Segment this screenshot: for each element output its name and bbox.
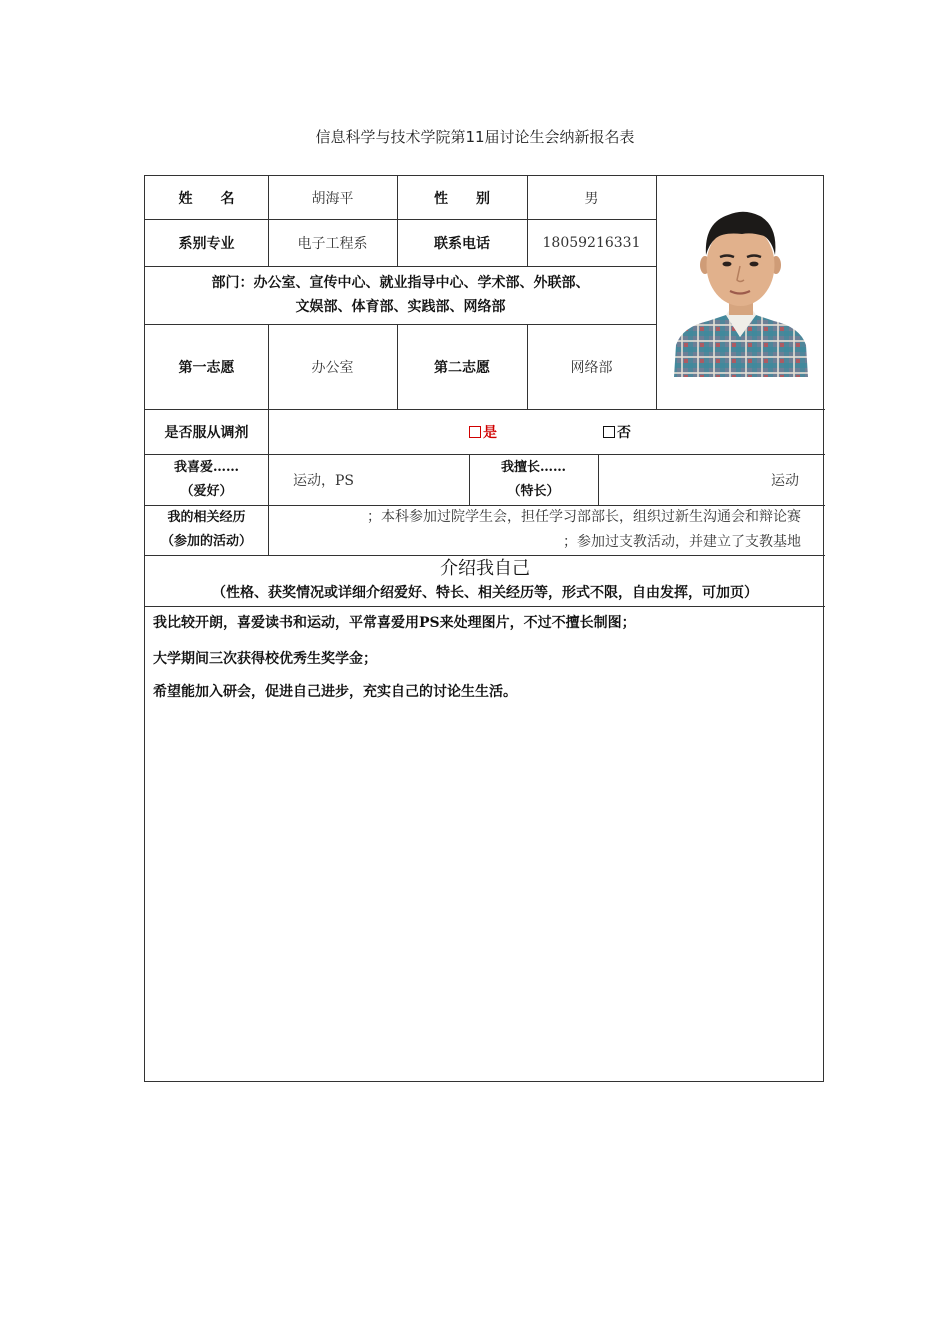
- intro-line-2: 大学期间三次获得校优秀生奖学金；: [153, 651, 377, 667]
- checkbox-icon[interactable]: [603, 426, 615, 438]
- adjust-yes-option[interactable]: [463, 409, 503, 454]
- portrait-image: [672, 203, 809, 377]
- experience-label-line-1: 我的相关经历: [167, 510, 246, 525]
- major-value: 电子工程系: [297, 235, 368, 252]
- skill-label-line-1: 我擅长……: [500, 459, 566, 475]
- first-choice-label: 第一志愿: [178, 359, 235, 376]
- experience-line-1: ；本科参加过院学生会，担任学习部部长，组织过新生沟通会和辩论赛: [367, 509, 801, 525]
- adjust-yes-label: 是: [483, 424, 497, 441]
- intro-subheading: （性格、获奖情况或详细介绍爱好、特长、相关经历等，形式不限，自由发挥，可加页）: [212, 584, 758, 601]
- gender-value: 男: [584, 190, 599, 207]
- applicant-photo: [672, 203, 809, 377]
- checkbox-icon[interactable]: [469, 426, 481, 438]
- second-choice-value: 网络部: [570, 359, 613, 376]
- major-label: 系别专业: [178, 235, 235, 252]
- gender-label: 性 别: [434, 190, 490, 207]
- adjust-label: 是否服从调剂: [164, 424, 249, 441]
- intro-line-3: 希望能加入研会，促进自己进步，充实自己的讨论生生活。: [153, 684, 517, 700]
- intro-heading: 介绍我自己: [440, 557, 530, 579]
- hobby-label: [145, 454, 268, 505]
- experience-label: [145, 505, 268, 555]
- experience-label-line-2: （参加的活动）: [160, 534, 252, 549]
- phone-value: 18059216331: [542, 234, 641, 251]
- skill-label-line-2: （特长）: [507, 483, 560, 499]
- departments-line-2: 文娱部、体育部、实践部、网络部: [295, 299, 506, 315]
- hobby-label-line-2: （爱好）: [180, 483, 233, 499]
- name-label: 姓 名: [178, 190, 235, 207]
- departments-line-1: 部门：办公室、宣传中心、就业指导中心、学术部、外联部、: [211, 275, 590, 291]
- skill-label: [469, 454, 598, 505]
- experience-value: [268, 505, 825, 555]
- phone-label: 联系电话: [434, 235, 490, 252]
- skill-value: 运动: [771, 472, 799, 489]
- intro-header: [145, 555, 825, 606]
- experience-line-2: ；参加过支教活动，并建立了支教基地: [563, 534, 801, 550]
- departments-cell: [145, 266, 656, 324]
- name-value: 胡海平: [311, 190, 354, 207]
- form-title: 信息科学与技术学院第11届讨论生会纳新报名表: [315, 128, 635, 146]
- registration-form: [144, 175, 824, 1082]
- hobby-value: 运动，PS: [293, 472, 355, 489]
- intro-line-1: 我比较开朗，喜爱读书和运动，平常喜爱用PS来处理图片，不过不擅长制图；: [153, 615, 636, 631]
- adjust-no-option[interactable]: [597, 409, 637, 454]
- second-choice-label: 第二志愿: [434, 359, 490, 376]
- adjust-no-label: 否: [617, 424, 631, 441]
- hobby-label-line-1: 我喜爱……: [173, 459, 239, 475]
- first-choice-value: 办公室: [311, 359, 354, 376]
